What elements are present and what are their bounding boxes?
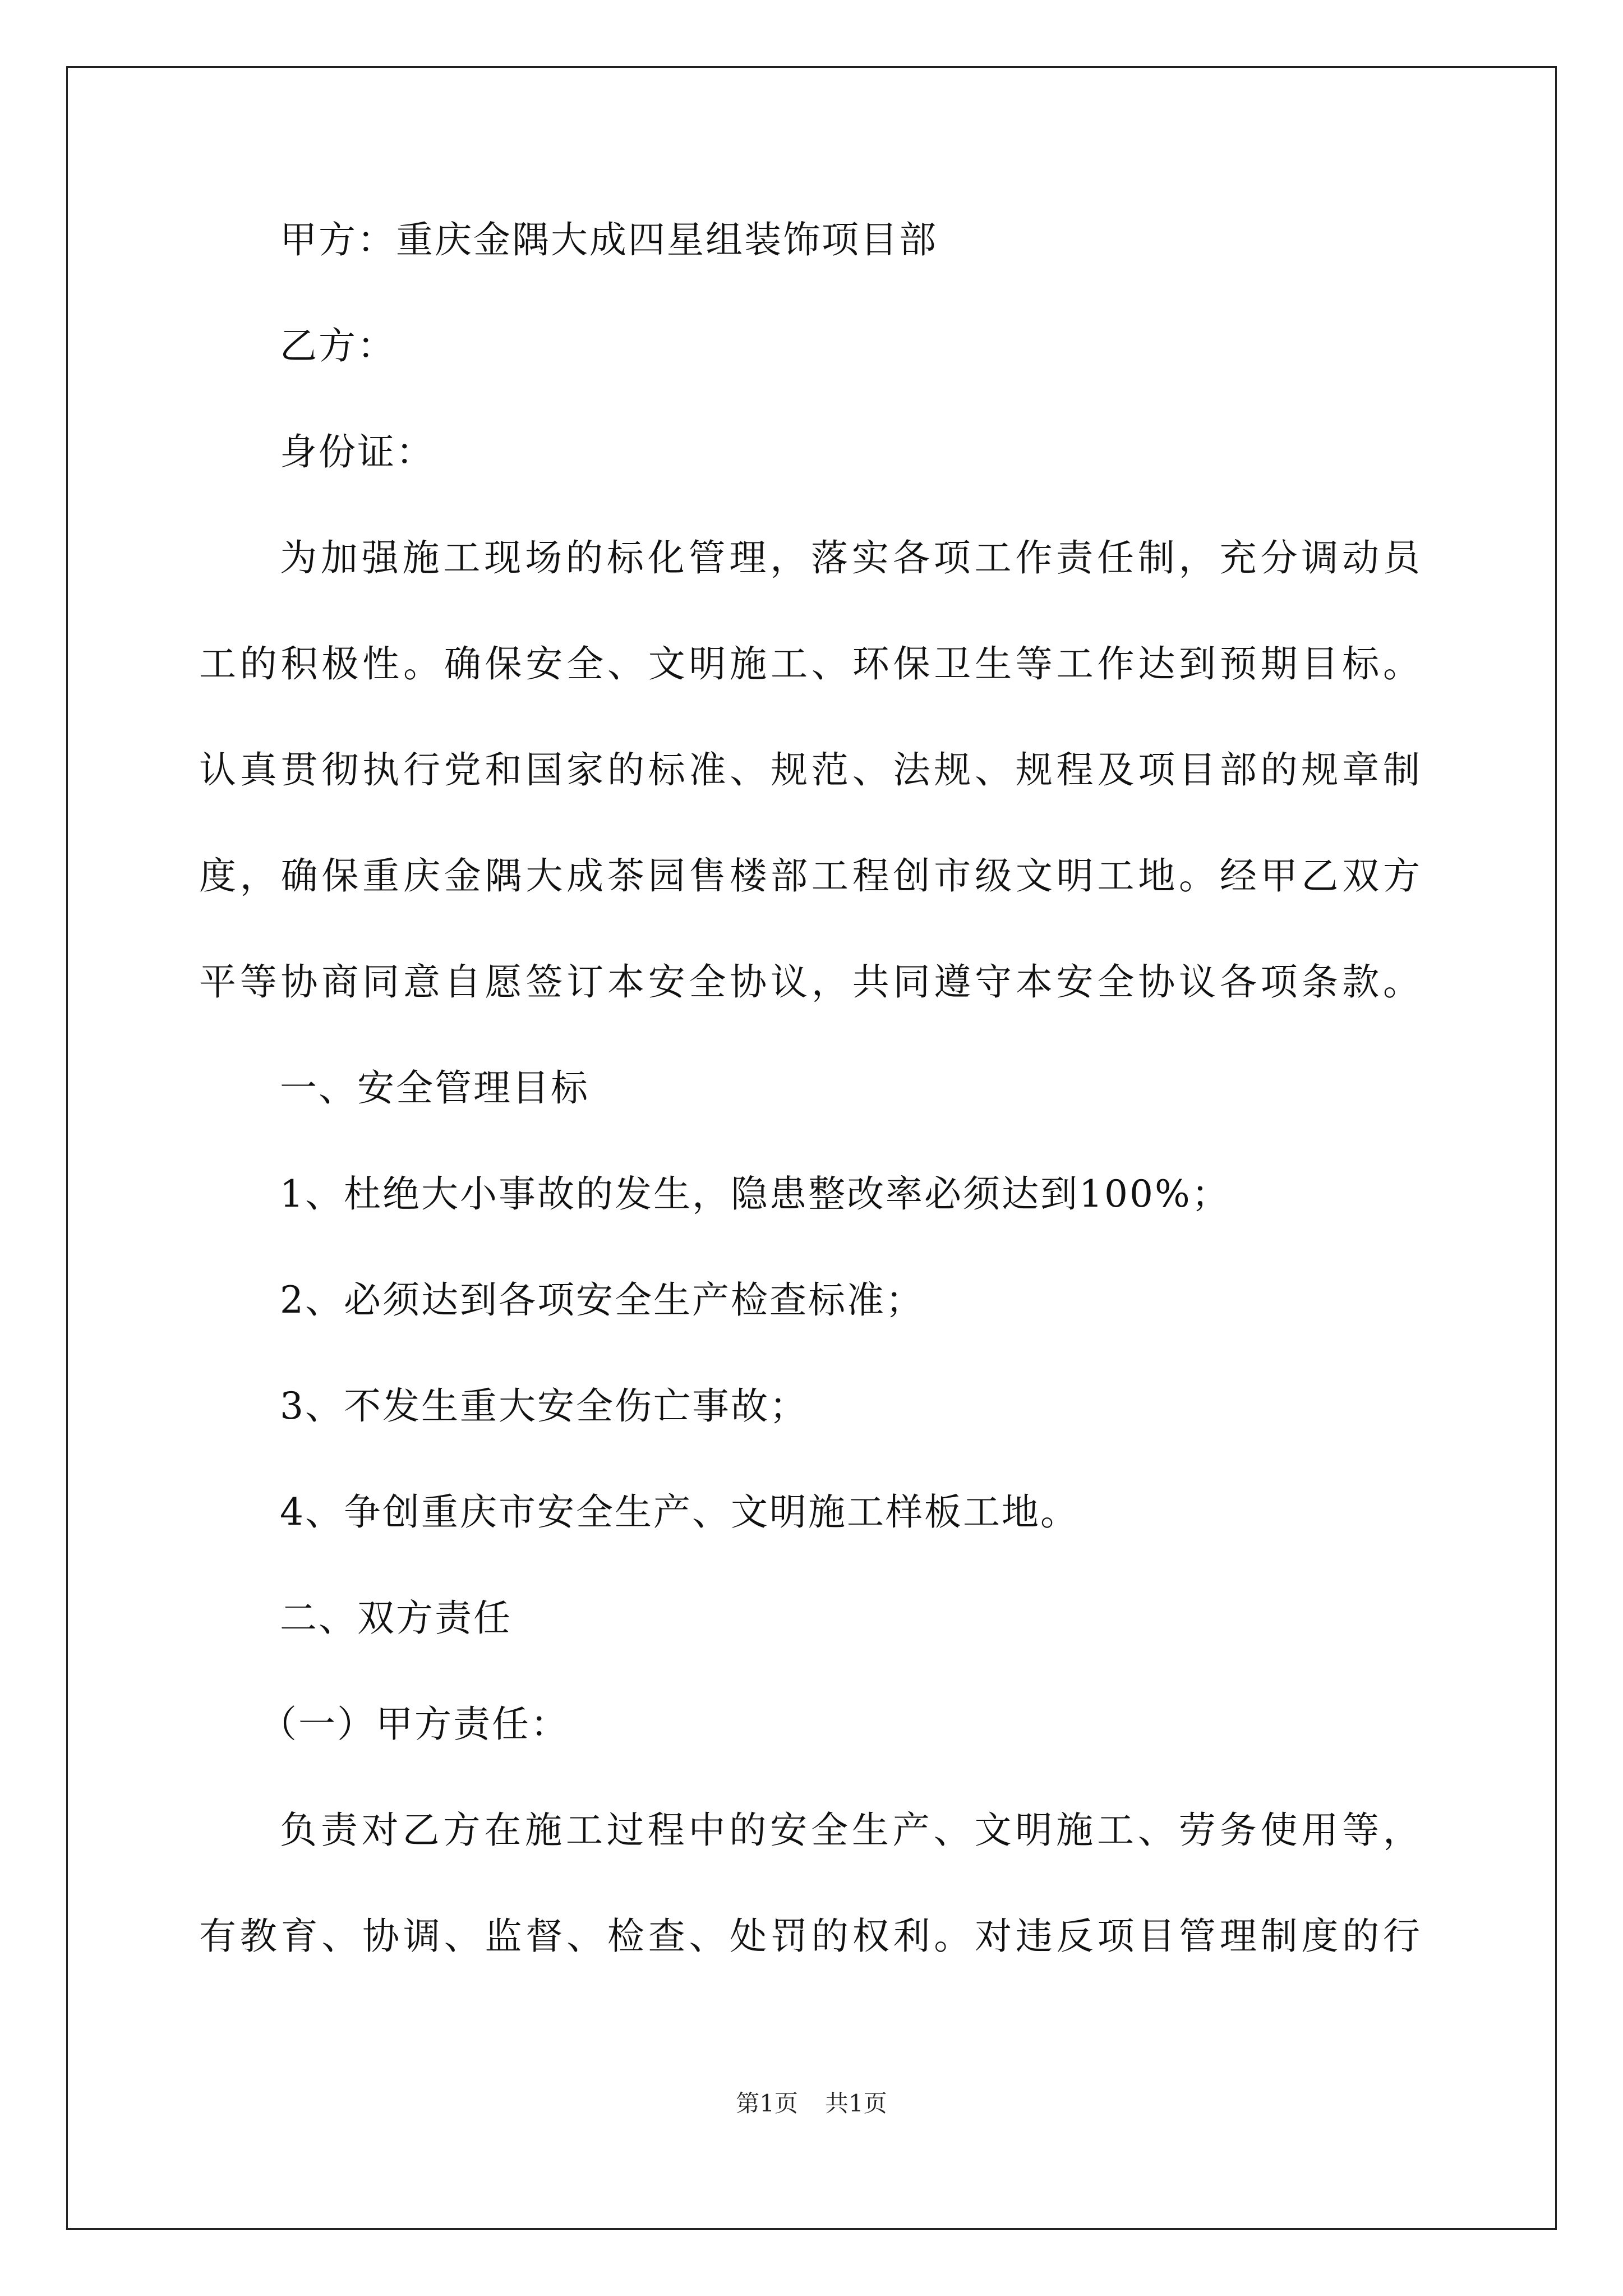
intro-paragraph-line: 认真贯彻执行党和国家的标准、规范、法规、规程及项目部的规章制 <box>199 748 1422 792</box>
id-card-line: 身份证： <box>280 430 435 473</box>
page-number-current: 第1页 <box>736 2090 798 2117</box>
goal-item: 3、不发生重大安全伤亡事故； <box>280 1384 808 1428</box>
subsection-heading-party-a: （一）甲方责任： <box>260 1703 569 1746</box>
intro-paragraph-line: 平等协商同意自愿签订本安全协议，共同遵守本安全协议各项条款。 <box>199 960 1422 1004</box>
goal-item: 1、杜绝大小事故的发生，隐患整改率必须达到100%； <box>280 1172 1230 1216</box>
party-a-line: 甲方：重庆金隅大成四星组装饰项目部 <box>280 218 938 261</box>
party-b-line: 乙方： <box>280 324 396 367</box>
responsibility-paragraph-line: 有教育、协调、监督、检查、处罚的权利。对违反项目管理制度的行 <box>199 1915 1422 1958</box>
page-number-total: 共1页 <box>825 2090 887 2117</box>
goal-item: 2、必须达到各项安全生产检查标准； <box>280 1278 924 1322</box>
page-footer <box>0 2087 1623 2120</box>
intro-paragraph-line: 度，确保重庆金隅大成茶园售楼部工程创市级文明工地。经甲乙双方 <box>199 854 1422 898</box>
intro-paragraph-line: 工的积极性。确保安全、文明施工、环保卫生等工作达到预期目标。 <box>199 642 1422 685</box>
section-heading-responsibilities: 二、双方责任 <box>280 1596 512 1640</box>
responsibility-paragraph-line: 负责对乙方在施工过程中的安全生产、文明施工、劳务使用等， <box>280 1809 1422 1852</box>
section-heading-safety-goals: 一、安全管理目标 <box>280 1066 589 1110</box>
goal-item: 4、争创重庆市安全生产、文明施工样板工地。 <box>280 1490 1079 1534</box>
document-body <box>199 213 1422 2016</box>
intro-paragraph-line: 为加强施工现场的标化管理，落实各项工作责任制，充分调动员 <box>280 536 1422 579</box>
